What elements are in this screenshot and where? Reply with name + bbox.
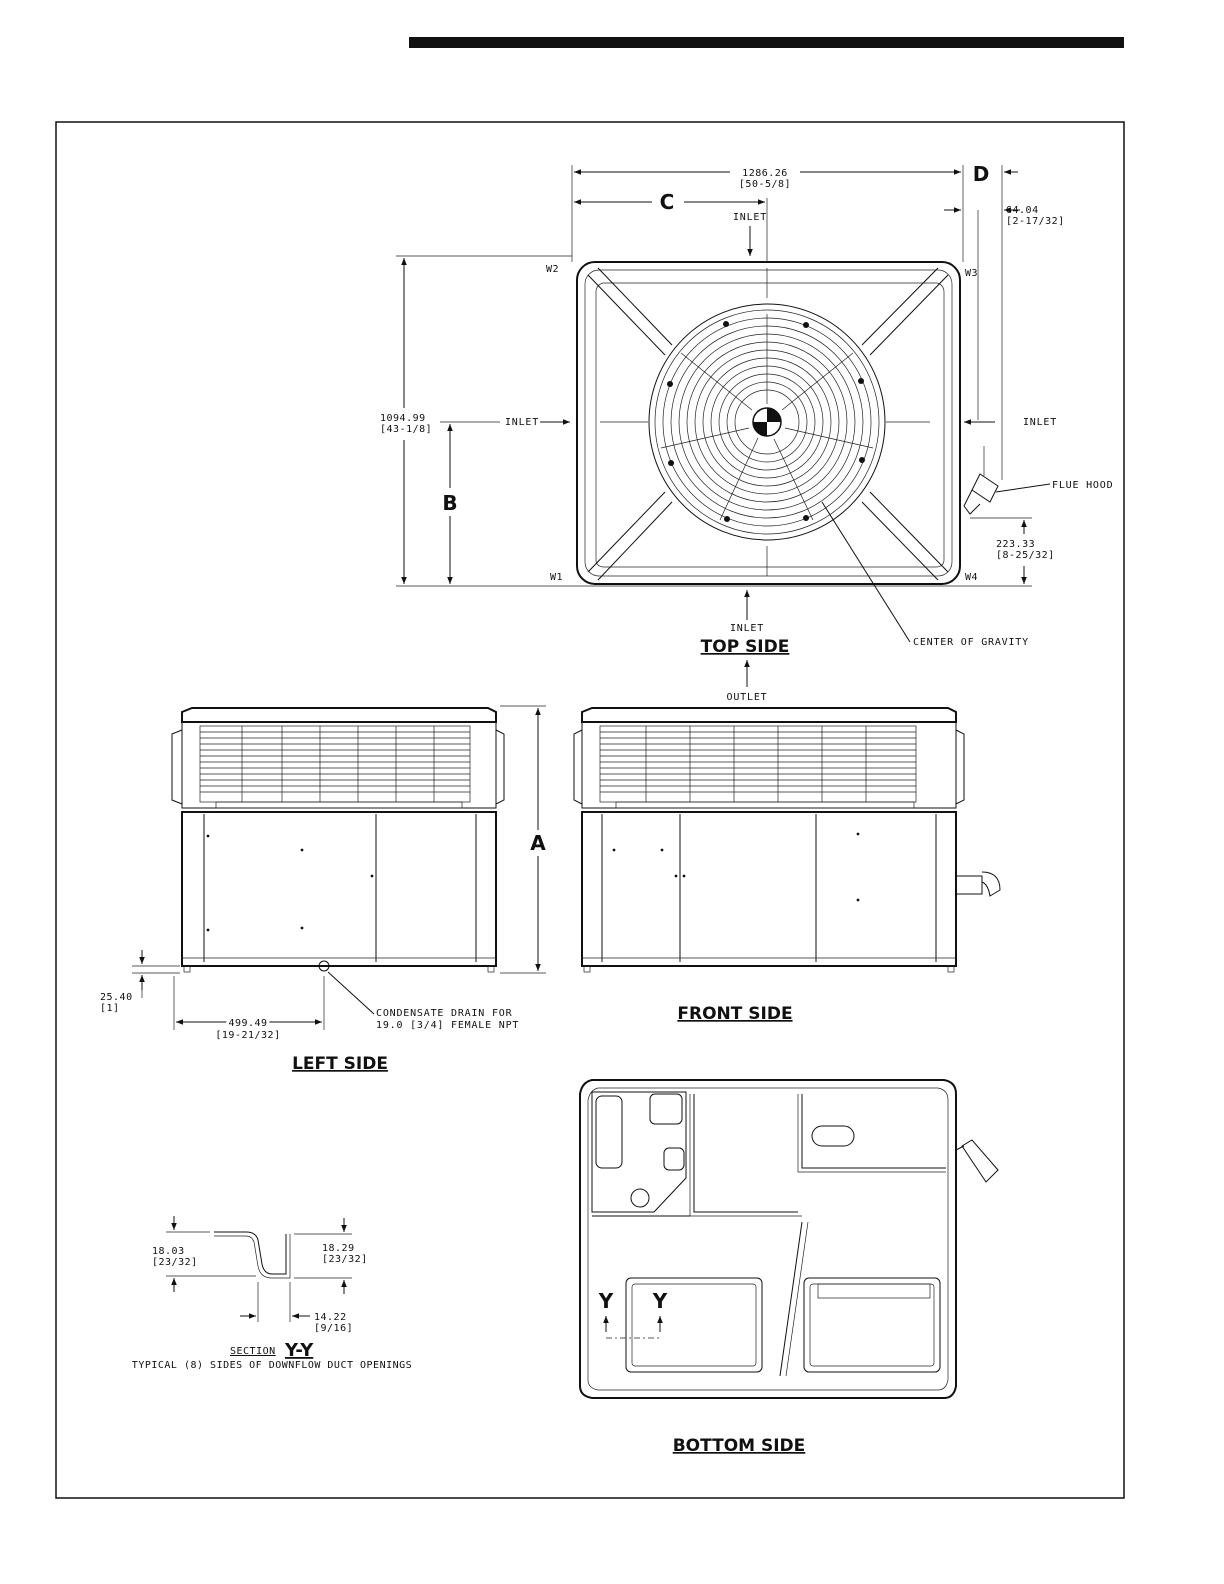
section-y-y — [132, 1216, 412, 1371]
drain-dimension: 499.49 — [228, 1018, 268, 1029]
section-dim-right: 18.29 — [322, 1243, 355, 1254]
section-dim-left: 18.03 — [152, 1246, 185, 1257]
outlet-label: OUTLET — [726, 692, 768, 703]
inlet-top-label: INLET — [732, 212, 768, 223]
inlet-right-label: INLET — [1022, 417, 1058, 428]
section-dim-right-inches: [23/32] — [322, 1254, 368, 1265]
label-c: C — [659, 190, 675, 214]
corner-w1: W1 — [550, 572, 564, 583]
flue-height-dimension-inches: [8-25/32] — [996, 550, 1055, 561]
bottom-view — [580, 1080, 998, 1456]
height-dimension-inches: [43-1/8] — [380, 424, 433, 435]
drain-note-line2: 19.0 [3/4] FEMALE NPT — [376, 1020, 520, 1031]
section-dim-bottom-inches: [9/16] — [314, 1323, 354, 1334]
base-dimension-inches: [1] — [100, 1003, 120, 1014]
corner-w2: W2 — [546, 264, 560, 275]
corner-w4: W4 — [965, 572, 979, 583]
flue-elbow — [956, 872, 1000, 896]
section-marker-left: Y — [598, 1289, 614, 1313]
section-dim-bottom: 14.22 — [314, 1312, 347, 1323]
front-side-title: FRONT SIDE — [677, 1004, 793, 1024]
flue-offset-dimension-inches: [2-17/32] — [1006, 216, 1065, 227]
left-side-title: LEFT SIDE — [292, 1054, 388, 1074]
center-of-gravity-label: CENTER OF GRAVITY — [913, 637, 1029, 648]
inlet-left-label: INLET — [504, 417, 540, 428]
header-bar — [409, 37, 1124, 48]
flue-hood-label: FLUE HOOD — [1052, 480, 1114, 491]
flue-height-dimension: 223.33 — [996, 539, 1036, 550]
label-d: D — [972, 162, 990, 186]
corner-w3: W3 — [965, 268, 979, 279]
drain-dimension-inches: [19-21/32] — [215, 1030, 281, 1041]
drain-note-line1: CONDENSATE DRAIN FOR — [376, 1008, 513, 1019]
flue-offset-dimension: 64.04 — [1006, 205, 1039, 216]
section-caption: TYPICAL (8) SIDES OF DOWNFLOW DUCT OPENINGS — [131, 1360, 413, 1371]
bottom-side-title: BOTTOM SIDE — [672, 1436, 806, 1456]
height-dimension: 1094.99 — [380, 413, 426, 424]
top-side-title: TOP SIDE — [700, 637, 790, 657]
label-b: B — [442, 491, 458, 515]
width-dimension-inches: [50-5/8] — [738, 179, 792, 190]
left-side-view — [100, 706, 546, 1074]
section-dim-left-inches: [23/32] — [152, 1257, 198, 1268]
flue-hood — [964, 446, 998, 514]
top-view — [380, 162, 1113, 703]
section-marker-right: Y — [652, 1289, 668, 1313]
section-id: Y-Y — [285, 1340, 314, 1361]
label-a: A — [530, 831, 546, 855]
width-dimension: 1286.26 — [742, 168, 788, 179]
center-of-gravity-symbol — [753, 408, 781, 436]
drawing-border — [56, 122, 1124, 1498]
section-word: SECTION — [230, 1346, 276, 1357]
base-dimension: 25.40 — [100, 992, 133, 1003]
inlet-bottom-label: INLET — [729, 623, 765, 634]
front-side-view — [574, 708, 1000, 1024]
